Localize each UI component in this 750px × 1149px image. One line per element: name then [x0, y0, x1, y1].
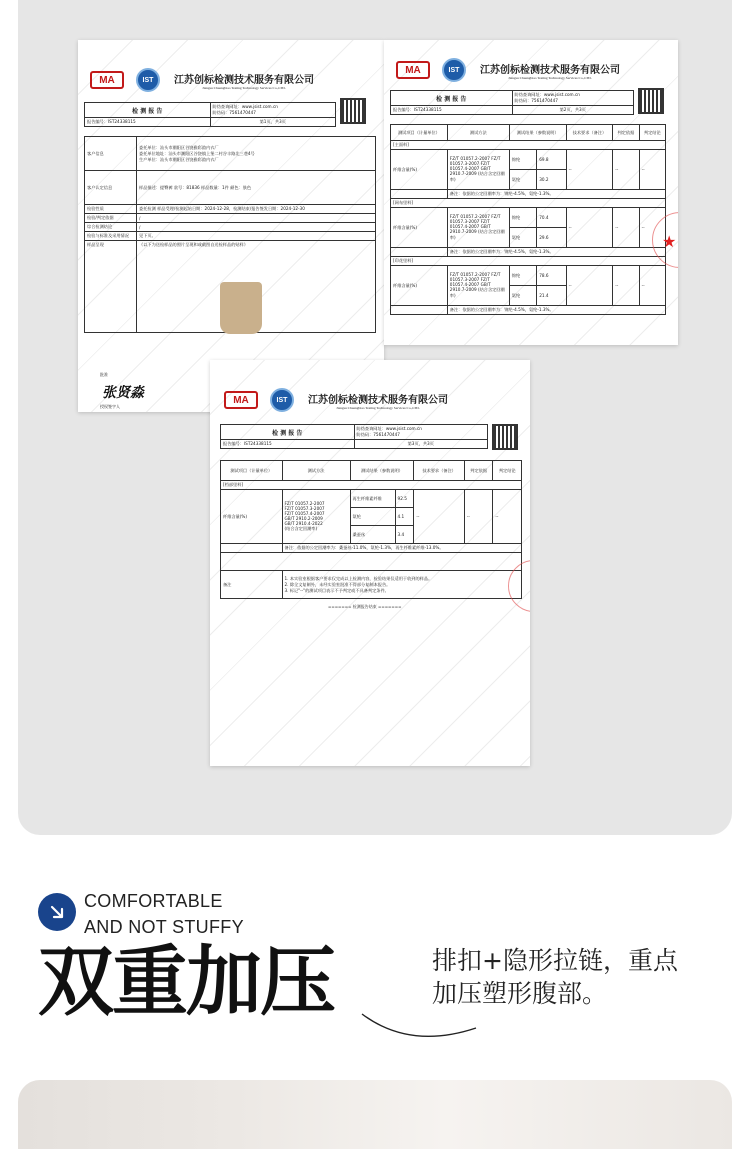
- report-number: 报告编号：IST24338115: [221, 440, 355, 449]
- results-table: [220, 460, 522, 599]
- report-header-table: [84, 102, 336, 127]
- row-key: 样品呈现: [85, 241, 137, 333]
- sample-photo: [220, 282, 262, 334]
- conclusion: --: [639, 208, 665, 248]
- basis: --: [464, 490, 493, 544]
- fiber-value: 30.2: [537, 170, 566, 190]
- conclusion: --: [639, 150, 665, 190]
- ma-logo: MA: [224, 391, 258, 409]
- test-item: 纤维含量(%): [391, 266, 448, 306]
- test-methods: FZ/T 01057.2-2007 FZ/T 01057.3-2007 FZ/T 01057.4-2007 GB/T 2910.7-2009 (结合含定回潮率): [447, 208, 509, 248]
- row-key: 检验与标准及采用情况: [85, 232, 137, 241]
- fiber-name: 桑蚕丝: [350, 526, 395, 544]
- company-name-en: Jiangsu Chuangbiao Testing Technology Services Co.,LTD.: [336, 405, 420, 410]
- ma-logo: MA: [90, 71, 124, 89]
- company-name: 江苏创标检测技术服务有限公司: [174, 74, 314, 86]
- col-header: 判定依据: [464, 461, 493, 481]
- row-value: 样品描述：提臀裤 款号：81836 样品数量：1件 颜色：肤色: [137, 171, 376, 205]
- tech-req: --: [566, 266, 613, 306]
- tech-req: --: [566, 150, 613, 190]
- company-name: 江苏创标检测技术服务有限公司: [308, 394, 448, 406]
- col-header: 测试项目（计量单位）: [221, 461, 283, 481]
- tech-req: --: [566, 208, 613, 248]
- fiber-name: 氨纶: [509, 228, 536, 248]
- col-header: 判定结论: [639, 125, 665, 141]
- page-number: 第1页，共3页: [210, 118, 336, 127]
- col-header: 测试结果（参数说明）: [509, 125, 566, 141]
- arrow-down-right-icon: [38, 893, 76, 931]
- report-header-table: [390, 90, 634, 115]
- query-site: 防伪查询网址：www.jsist.com.cn: [514, 92, 580, 97]
- headline: 双重加压: [38, 937, 334, 1026]
- approve-label: 批准: [100, 372, 108, 377]
- basis: --: [613, 266, 639, 306]
- fiber-value: 21.4: [537, 286, 566, 306]
- ist-logo: IST: [136, 68, 160, 92]
- ist-logo: IST: [270, 388, 294, 412]
- note: 备注：依据的公定回潮率为：锦纶-4.5%，氨纶-1.3%。: [447, 248, 665, 257]
- col-header: 判定结论: [493, 461, 522, 481]
- remark-line: 3. 标记"--"的测试项目表示不予判定或不具备判定条件。: [284, 587, 389, 593]
- fiber-name: 再生纤维素纤维: [350, 490, 395, 508]
- fiber-name: 锦纶: [509, 208, 536, 228]
- results-table: [390, 124, 666, 315]
- row-value: 委托单位：汕头市潮阳区谷饶雅彩韵内衣厂: [139, 144, 219, 150]
- report-title: 检 测 报 告: [391, 91, 513, 106]
- company-name-en: Jiangsu Chuangbiao Testing Technology Services Co.,LTD.: [508, 75, 592, 80]
- row-key: 检验性质: [85, 205, 137, 214]
- fiber-value: 3.4: [395, 526, 414, 544]
- signature: 张贤淼: [102, 385, 144, 401]
- row-key: 客户信息: [85, 137, 137, 171]
- description-line-1: 排扣+隐形拉链，重点: [432, 946, 678, 975]
- seal-star-icon: ★: [662, 232, 677, 251]
- ist-logo: IST: [442, 58, 466, 82]
- fiber-name: 氨纶: [509, 286, 536, 306]
- row-value: 见下页。: [137, 232, 376, 241]
- row-value: /: [137, 214, 376, 223]
- row-value: 委托单位地址：汕头市潮阳区谷饶镇上堡二村谷丰路北三巷4号: [139, 150, 255, 156]
- col-header: 技术要求（备注）: [414, 461, 465, 481]
- qr-code: [340, 98, 366, 124]
- fiber-value: 29.6: [537, 228, 566, 248]
- remark-line: 2. 除全文复制外，未经实验室批准不得部分复制本报告。: [284, 581, 391, 587]
- col-header: 测试方法: [447, 125, 509, 141]
- test-method: (结合含定回潮率): [284, 526, 318, 531]
- fiber-name: 锦纶: [509, 150, 536, 170]
- test-method: FZ/T 01057.2-2007: [284, 501, 325, 506]
- anti-fake-code: 防伪码：7561470447: [356, 432, 400, 437]
- description-line-2: 加压塑形腹部。: [432, 979, 608, 1008]
- basis: --: [613, 150, 639, 190]
- anti-fake-code: 防伪码：7561470447: [212, 110, 256, 115]
- test-report-page-1: [78, 40, 384, 412]
- note: 备注：依据的公定回潮率为：桑蚕丝-11.0%，氨纶-1.3%，再生纤维素纤维-13.0%。: [282, 544, 521, 553]
- test-method: FZ/T 01057.3-2007: [284, 506, 325, 511]
- section-label: [印花里料]: [391, 257, 666, 266]
- english-tagline-1: COMFORTABLE: [84, 891, 223, 911]
- tech-req: --: [414, 490, 465, 544]
- qr-code: [638, 88, 664, 114]
- company-name-en: Jiangsu Chuangbiao Testing Technology Services Co.,LTD.: [202, 85, 286, 90]
- test-report-page-3: [210, 360, 530, 766]
- test-methods: FZ/T 01057.2-2007 FZ/T 01057.3-2007 FZ/T 01057.4-2007 GB/T 2910.7-2009 (结合含定回潮率): [447, 150, 509, 190]
- test-method: GB/T 2910.2-2009: [284, 516, 323, 521]
- fiber-value: 92.5: [395, 490, 414, 508]
- col-header: 判定依据: [613, 125, 639, 141]
- test-item: 纤维含量(%): [391, 150, 448, 190]
- report-end: ======= 检测报告结束 =======: [328, 604, 402, 609]
- decorative-curve: [360, 1010, 480, 1040]
- product-photo-strip: [18, 1080, 732, 1149]
- report-title: 检 测 报 告: [85, 103, 211, 118]
- test-methods: FZ/T 01057.2-2007 FZ/T 01057.3-2007 FZ/T 01057.4-2007 GB/T 2910.7-2009 (结合含定回潮率): [447, 266, 509, 306]
- row-key: 检验/判定依据: [85, 214, 137, 223]
- report-number: 报告编号：IST24338115: [85, 118, 211, 127]
- report-title: 检 测 报 告: [221, 425, 355, 440]
- english-tagline-2: AND NOT STUFFY: [84, 917, 244, 937]
- conclusion: --: [493, 490, 522, 544]
- section-label: [主面料]: [391, 141, 666, 150]
- remark-label: 备注: [221, 571, 283, 599]
- basis: --: [613, 208, 639, 248]
- signatory-role: 授权签字人: [100, 404, 120, 409]
- note: 备注：依据的公定回潮率为：锦纶-4.5%，氨纶-1.3%。: [447, 190, 665, 199]
- col-header: 技术要求（备注）: [566, 125, 613, 141]
- note: 备注：依据的公定回潮率为：锦纶-4.5%，氨纶-1.3%。: [447, 306, 665, 315]
- row-key: 综合检测结论: [85, 223, 137, 232]
- fiber-value: 70.4: [537, 208, 566, 228]
- row-value: 《以下为送检样品的照片呈现和或截图自送检样品的贴样》: [137, 241, 376, 333]
- report-number: 报告编号：IST24338115: [391, 106, 513, 115]
- row-value: 生产单位：汕头市潮阳区谷饶雅彩韵内衣厂: [139, 156, 219, 162]
- fiber-name: 氨纶: [509, 170, 536, 190]
- test-item: 纤维含量(%): [391, 208, 448, 248]
- test-report-page-2: [384, 40, 678, 345]
- col-header: 测试结果（参数说明）: [350, 461, 414, 481]
- section-label: [档部里料]: [221, 481, 522, 490]
- qr-code: [492, 424, 518, 450]
- section-label: [网布里料]: [391, 199, 666, 208]
- fiber-name: 氨纶: [350, 508, 395, 526]
- col-header: 测试方法: [282, 461, 350, 481]
- ma-logo: MA: [396, 61, 430, 79]
- query-site: 防伪查询网址：www.jsist.com.cn: [356, 426, 422, 431]
- remark-line: 1. 本实验室根据客户要求仅完成以上检测内容，检验结果仅适用于收到的样品。: [284, 575, 433, 581]
- fiber-value: 69.8: [537, 150, 566, 170]
- page-number: 第2页，共3页: [512, 106, 634, 115]
- row-value: 委托检测 样品受理/检测起始日期：2024-12-28，检测结束/报告签发日期：2024-12-30: [137, 205, 376, 214]
- row-key: 客户认定信息: [85, 171, 137, 205]
- company-name: 江苏创标检测技术服务有限公司: [480, 64, 620, 76]
- page-number: 第3页，共3页: [354, 440, 488, 449]
- conclusion: --: [639, 266, 665, 306]
- query-site: 防伪查询网址：www.jsist.com.cn: [212, 104, 278, 109]
- anti-fake-code: 防伪码：7561470447: [514, 98, 558, 103]
- row-value: /: [137, 223, 376, 232]
- fiber-value: 4.1: [395, 508, 414, 526]
- test-item: 纤维含量(%): [221, 490, 283, 544]
- test-method: FZ/T 01057.4-2007: [284, 511, 325, 516]
- report-header-table: [220, 424, 488, 449]
- col-header: 测试项目（计量单位）: [391, 125, 448, 141]
- fiber-value: 78.6: [537, 266, 566, 286]
- test-method: GB/T 2910.4-2022: [284, 521, 323, 526]
- fiber-name: 锦纶: [509, 266, 536, 286]
